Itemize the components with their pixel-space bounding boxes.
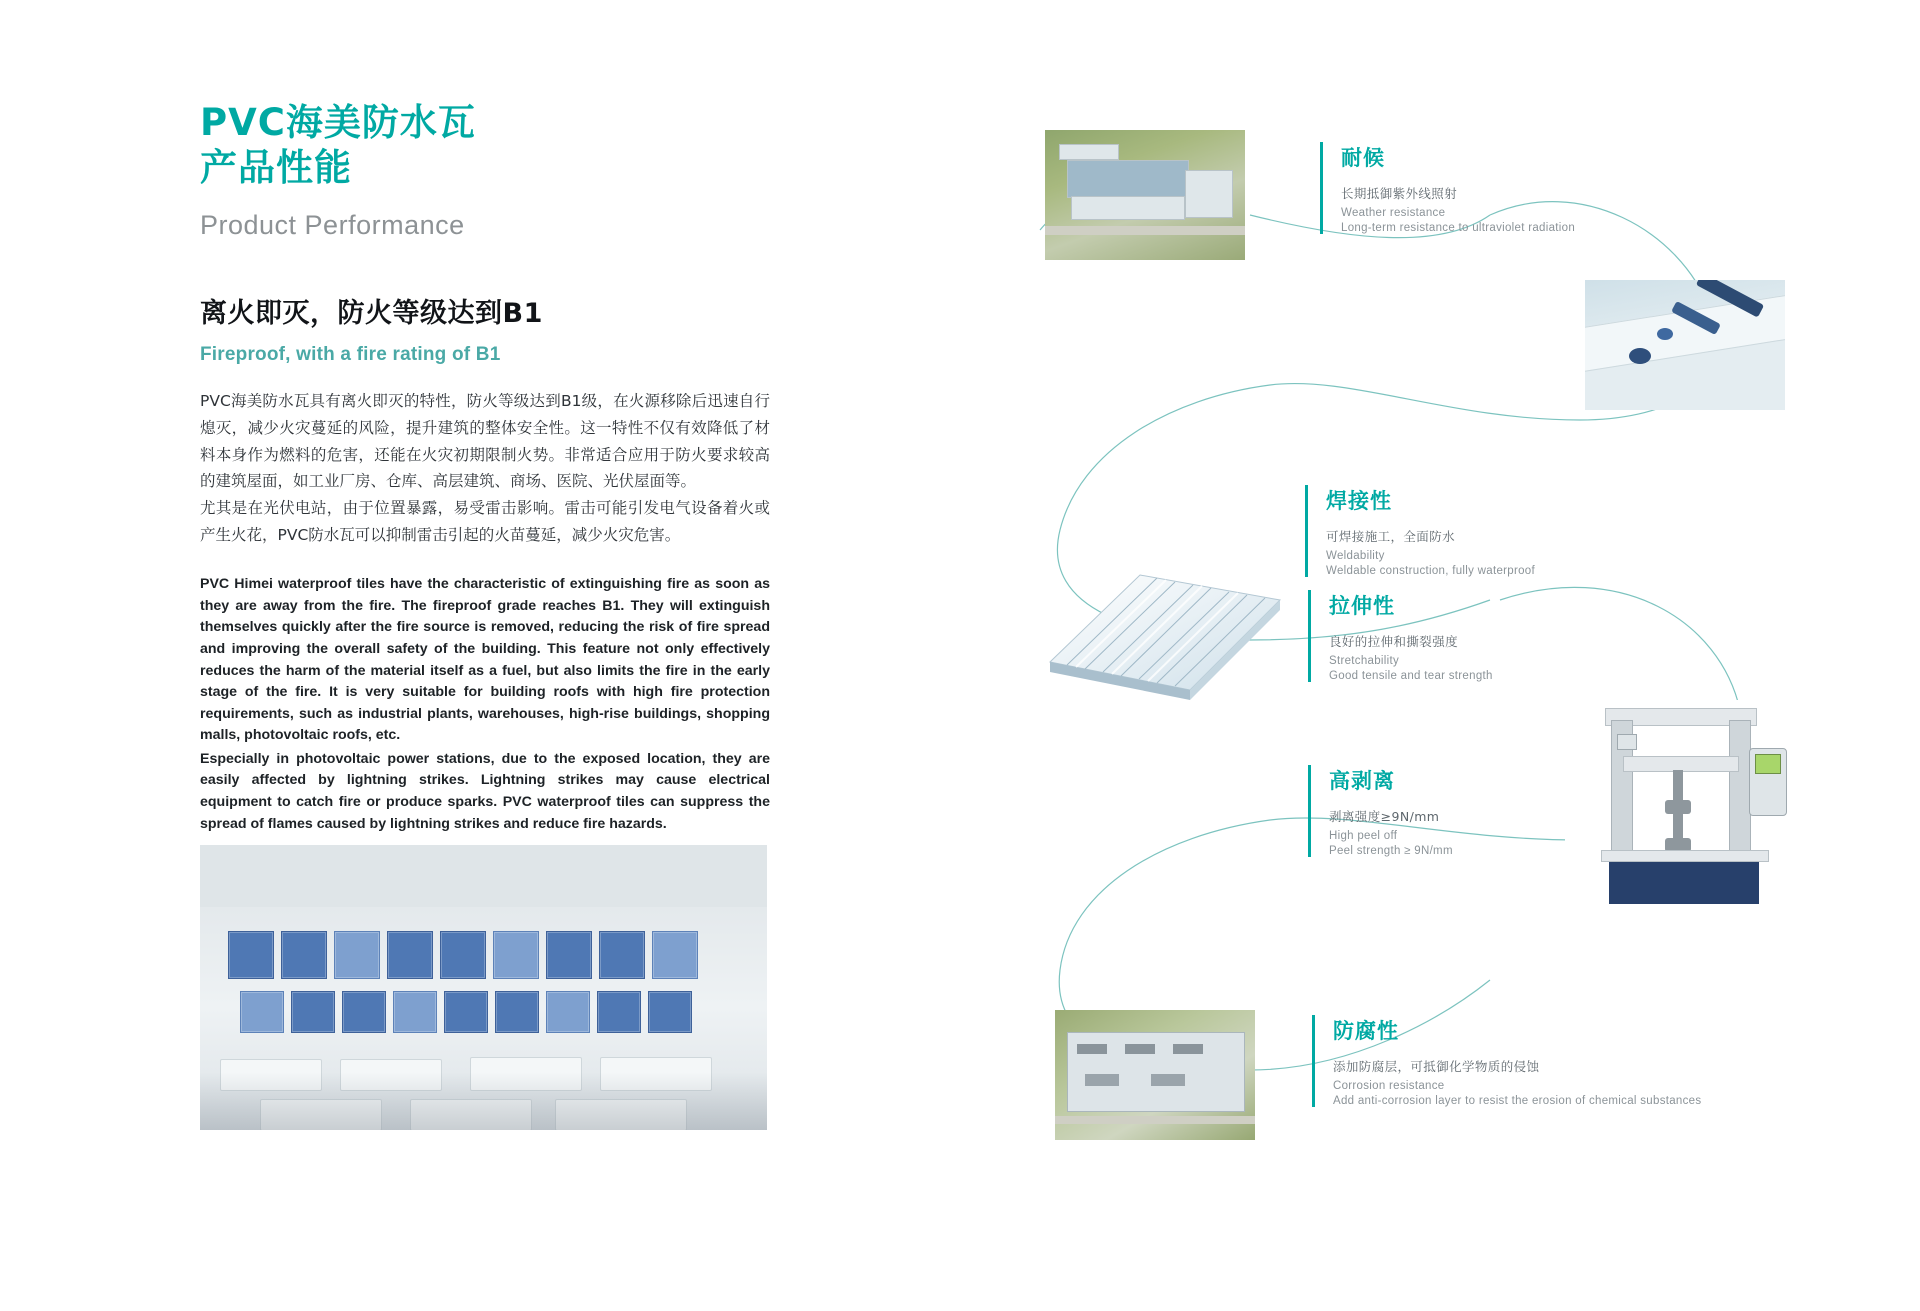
- feature-desc-cn: 可焊接施工，全面防水: [1326, 529, 1456, 544]
- feature-title: 耐候: [1341, 146, 1385, 170]
- feature-high-peel-off-text: [1308, 765, 1759, 857]
- feature-desc-cn: 剥离强度≥9N/mm: [1329, 809, 1440, 824]
- section-subhead-cn: 离火即灭，防火等级达到B1: [200, 298, 543, 330]
- feature-desc-en-detail: Add anti-corrosion layer to resist the erosion of chemical substances: [1333, 1095, 1702, 1107]
- pv-panel: [393, 991, 437, 1033]
- features-column: [1020, 120, 1860, 1180]
- pv-panel: [444, 991, 488, 1033]
- pv-panel: [342, 991, 386, 1033]
- pv-panel: [648, 991, 692, 1033]
- pv-panel: [334, 931, 380, 979]
- welding-tip: [1657, 328, 1673, 340]
- feature-desc-en-title: Weldability: [1326, 550, 1385, 562]
- feature-desc-cn: 良好的拉伸和撕裂强度: [1329, 634, 1459, 649]
- corrugated-tile-drawing: [1045, 570, 1285, 710]
- body-text-cn: [200, 388, 770, 548]
- feature-weldability-text: [1305, 485, 1756, 577]
- photo-shadow: [200, 1072, 767, 1130]
- pv-panel: [546, 991, 590, 1033]
- aerial-road: [1045, 226, 1245, 235]
- pv-panel: [440, 931, 486, 979]
- feature-desc-cn: 长期抵御紫外线照射: [1341, 186, 1458, 201]
- aerial-building: [1059, 144, 1119, 160]
- pv-panel: [240, 991, 284, 1033]
- roof-deck: [200, 907, 767, 1130]
- pv-panel: [291, 991, 335, 1033]
- body-cn-paragraph-2: 尤其是在光伏电站，由于位置暴露，易受雷击影响。雷击可能引发电气设备着火或产生火花，PVC防水瓦可以抑制雷击引起的火苗蔓延，减少火灾危害。: [200, 498, 770, 544]
- feature-title: 防腐性: [1333, 1019, 1399, 1043]
- feature-desc-en-detail: Peel strength ≥ 9N/mm: [1329, 845, 1453, 857]
- pv-panel: [599, 931, 645, 979]
- roof-equipment: [1173, 1044, 1203, 1054]
- corrugated-tile-photo: [1045, 570, 1285, 710]
- feature-weather-resistance-text: [1320, 142, 1771, 234]
- photovoltaic-roof-photo: [200, 845, 767, 1130]
- aerial-building: [1185, 170, 1233, 218]
- feature-desc-en-title: Stretchability: [1329, 655, 1400, 667]
- welding-tool-photo: [1585, 280, 1785, 410]
- aerial-road: [1055, 1116, 1255, 1124]
- page-title-cn-line2: 产品性能: [200, 146, 352, 190]
- aerial-roof-photo: [1055, 1010, 1255, 1140]
- body-en-paragraph-1: PVC Himei waterproof tiles have the characteristic of extinguishing fire as soon as they are away from the fire. The fireproof grade reaches B1. They will extinguish themselves quickly after the fire source is removed, reducing the risk of fire spread and improving the overall safety of the building. This feature not only effectively reduces the harm of the material itself as a fuel, but also limits the fire in the early stage of the fire. It is very suitable for building roofs with high fire protection requirements, such as industrial plants, warehouses, high-rise buildings, shopping malls, photovoltaic roofs, etc.: [200, 576, 770, 744]
- page-title-cn-line1: PVC海美防水瓦: [200, 101, 476, 144]
- roof-equipment: [1077, 1044, 1107, 1054]
- aerial-building: [1071, 196, 1185, 220]
- pv-panel: [228, 931, 274, 979]
- body-cn-paragraph-1: PVC海美防水瓦具有离火即灭的特性，防火等级达到B1级，在火源移除后迅速自行熄灭，减少火灾蔓延的风险，提升建筑的整体安全性。这一特性不仅有效降低了材料本身作为燃料的危害，还能在火灾初期限制火势。非常适合应用于防火要求较高的建筑屋面，如工业厂房、仓库、高层建筑、商场、医院、光伏屋面等。: [200, 392, 770, 491]
- welding-roller: [1629, 348, 1651, 364]
- feature-desc-en-title: Corrosion resistance: [1333, 1080, 1445, 1092]
- pv-panel: [597, 991, 641, 1033]
- feature-desc-en-detail: Good tensile and tear strength: [1329, 670, 1493, 682]
- pv-panel: [387, 931, 433, 979]
- feature-desc-en-title: High peel off: [1329, 830, 1398, 842]
- body-text-en: [200, 574, 770, 835]
- pv-panel: [495, 991, 539, 1033]
- machine-label: [1617, 734, 1637, 750]
- feature-desc-en-detail: Weldable construction, fully waterproof: [1326, 565, 1536, 577]
- feature-desc-en-title: Weather resistance: [1341, 207, 1446, 219]
- body-en-paragraph-2: Especially in photovoltaic power stations, due to the exposed location, they are easily affected by lightning strikes. Lightning strikes may cause electrical equipment to catch fire or produce sparks. PVC waterproof tiles can suppress the spread of flames caused by lightning strikes and reduce fire hazards.: [200, 750, 770, 832]
- feature-stretchability-text: [1308, 590, 1759, 682]
- pv-panel: [546, 931, 592, 979]
- feature-title: 高剥离: [1329, 769, 1395, 793]
- pv-panel: [281, 931, 327, 979]
- feature-title: 焊接性: [1326, 489, 1392, 513]
- feature-desc-cn: 添加防腐层，可抵御化学物质的侵蚀: [1333, 1059, 1540, 1074]
- pv-panel-row: [228, 931, 698, 979]
- pv-panel: [493, 931, 539, 979]
- roof-equipment: [1151, 1074, 1185, 1086]
- page-title-cn: [200, 100, 770, 190]
- roof-equipment: [1125, 1044, 1155, 1054]
- feature-desc-en-detail: Long-term resistance to ultraviolet radiation: [1341, 222, 1576, 234]
- section-subhead-en: Fireproof, with a fire rating of B1: [200, 344, 501, 366]
- pv-panel: [652, 931, 698, 979]
- aerial-building: [1067, 160, 1189, 198]
- pv-panel-row: [240, 991, 692, 1033]
- feature-corrosion-resistance-text: [1312, 1015, 1803, 1107]
- page-title-en: Product Performance: [200, 210, 465, 241]
- roof-equipment: [1085, 1074, 1119, 1086]
- machine-base: [1609, 858, 1759, 904]
- aerial-factory-photo: [1045, 130, 1245, 260]
- left-content-column: [200, 100, 770, 835]
- feature-title: 拉伸性: [1329, 594, 1395, 618]
